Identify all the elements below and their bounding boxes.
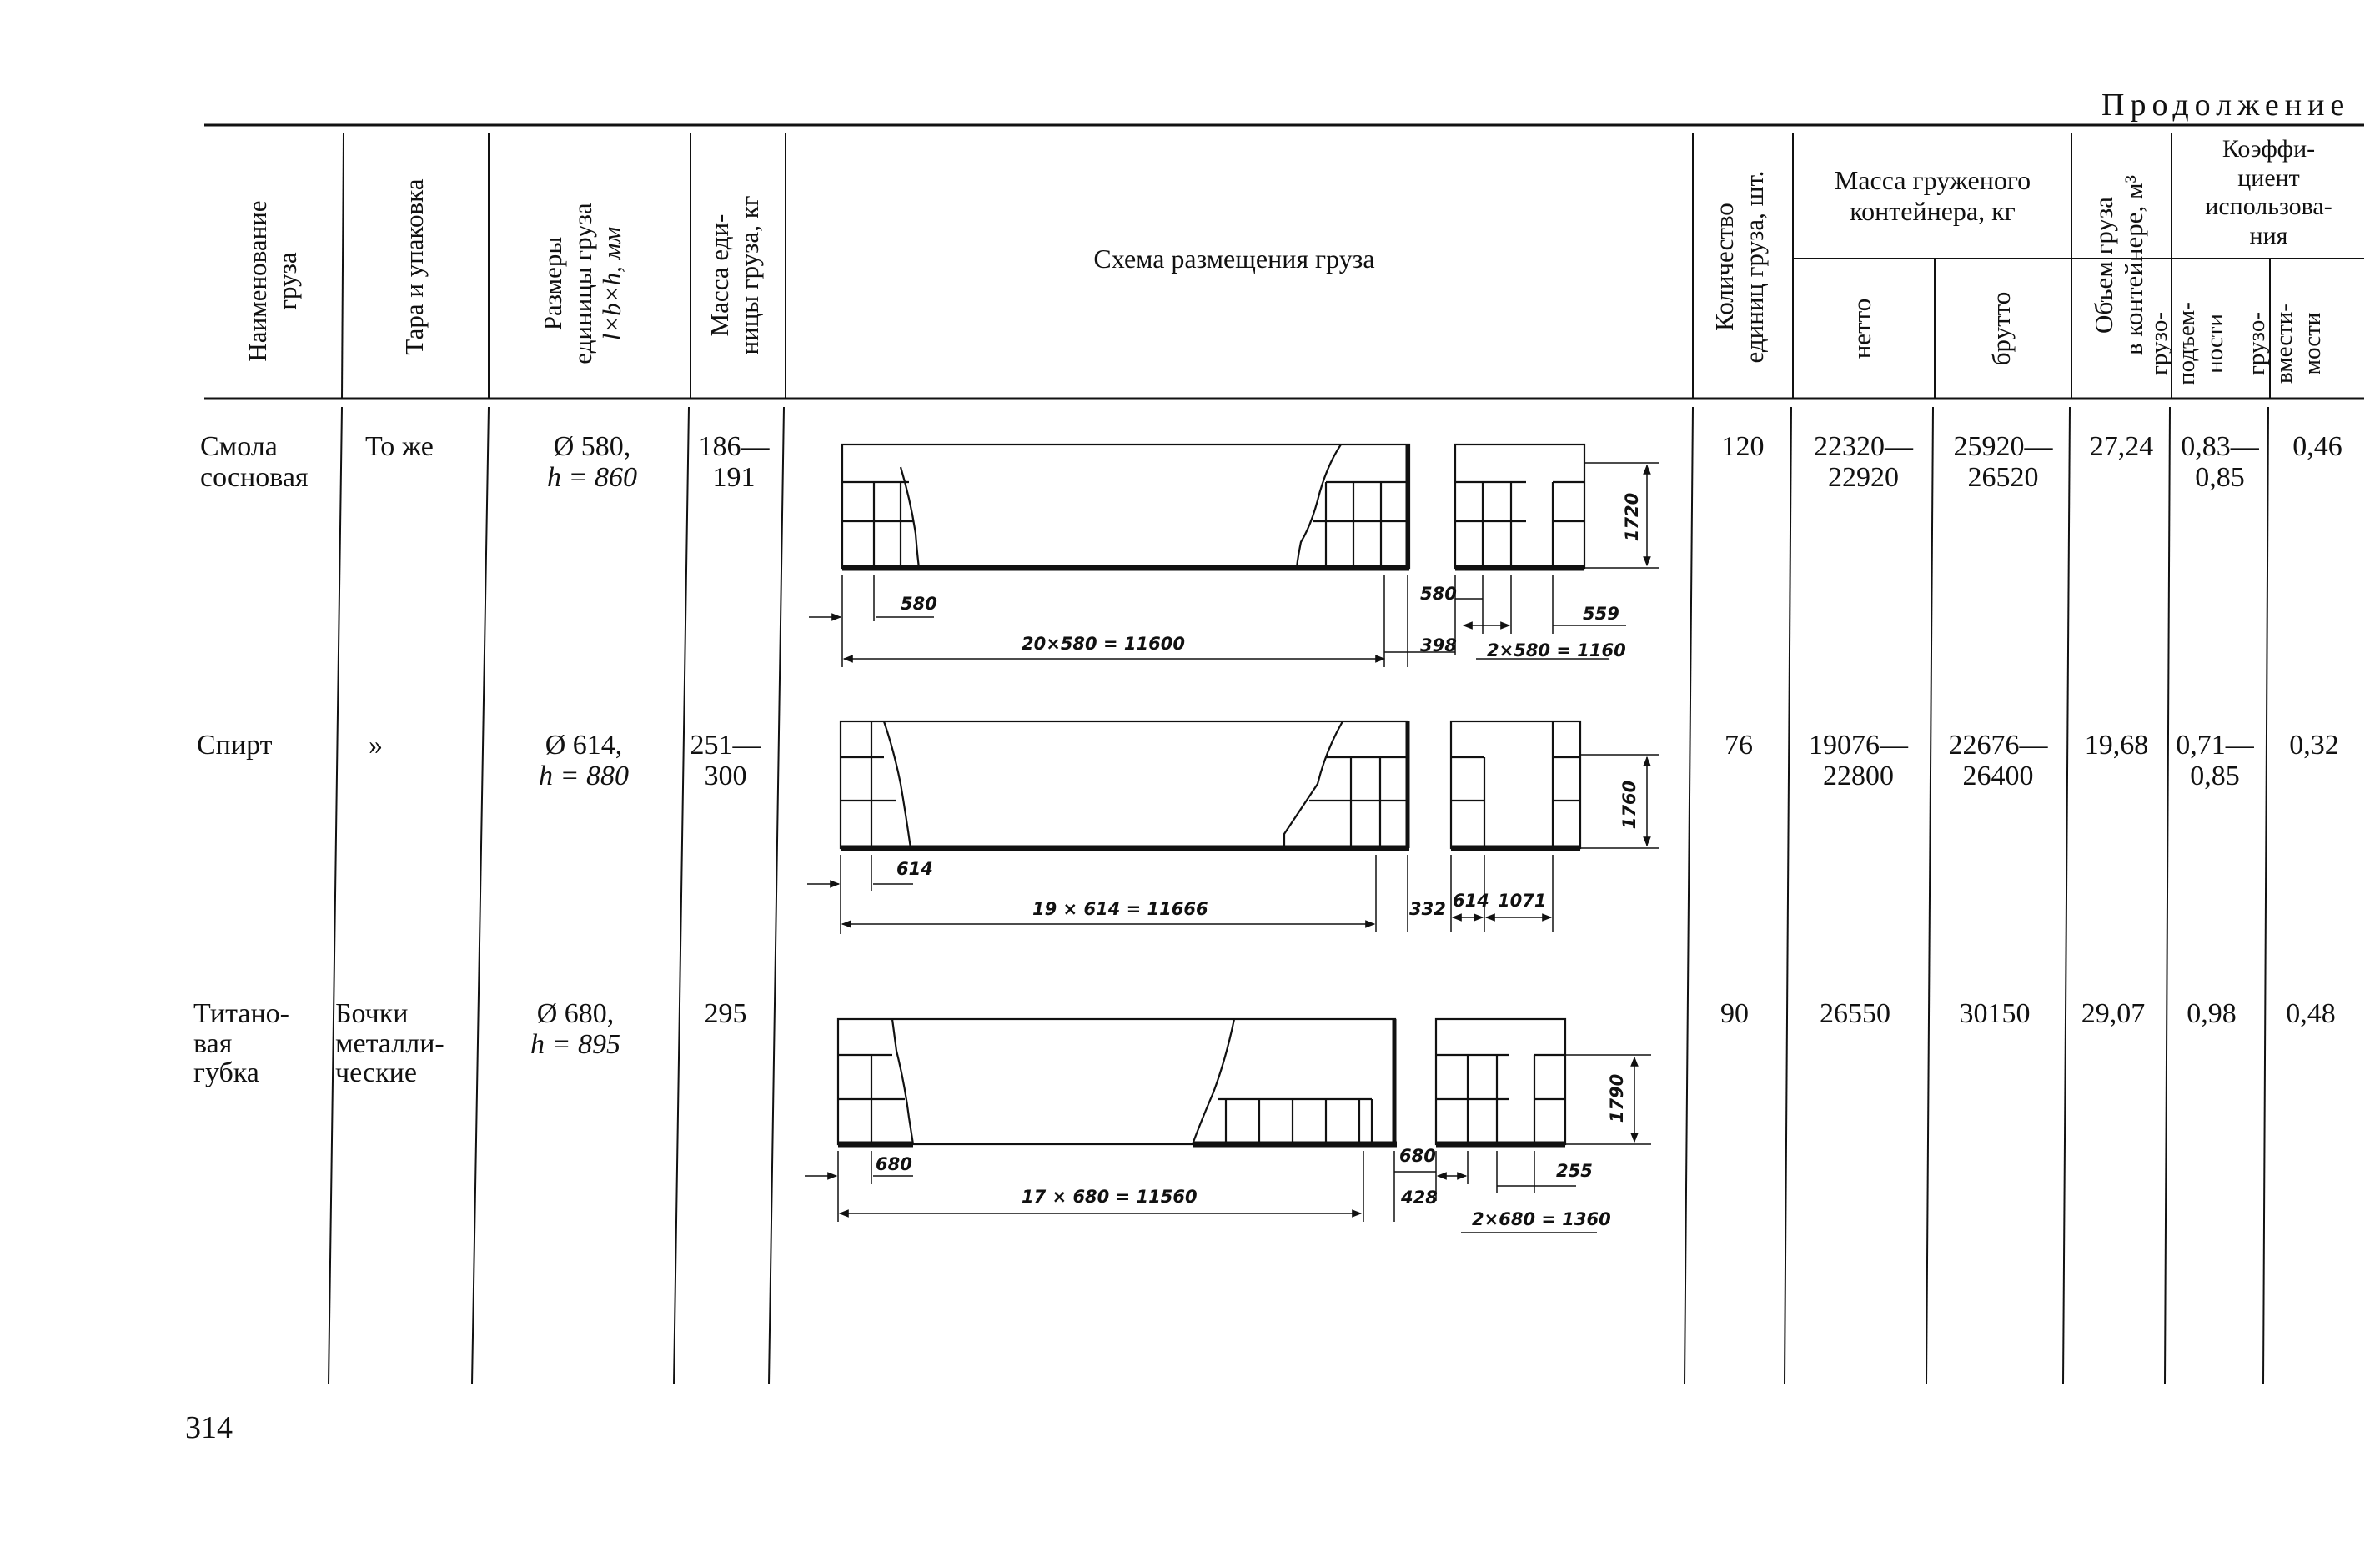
row1-name: Смола сосновая (200, 431, 309, 493)
row3-net: 26550 (1820, 998, 1890, 1029)
scheme-3 (805, 1019, 1651, 1233)
s3-side-unit-label: 680 (1399, 1146, 1436, 1166)
row1-packaging: То же (365, 431, 434, 462)
header-dimensions: Размеры единицы груза l×b×h, мм (538, 203, 627, 364)
row1-net: 22320— 22920 (1814, 431, 1913, 493)
s2-total-label: 19 × 614 = 11666 (1032, 899, 1208, 919)
header-gross: брутто (1986, 291, 2016, 366)
s3-side-total-label: 2×680 = 1360 (1472, 1209, 1611, 1229)
header-unit-mass: Масса еди- ницы груза, кг (705, 195, 764, 355)
s3-side-gap-label: 255 (1556, 1161, 1593, 1181)
row1-quantity: 120 (1721, 431, 1765, 462)
row2-gross: 22676— 26400 (1948, 730, 2048, 791)
s3-unit-label: 680 (876, 1154, 912, 1174)
row3-volume: 29,07 (2081, 998, 2146, 1029)
row1-dimensions: Ø 580, h = 860 (547, 431, 637, 493)
row3-lift: 0,98 (2187, 998, 2237, 1029)
s1-height-label: 1720 (1622, 492, 1643, 542)
header-name: Наименование груза (243, 200, 302, 362)
row3-quantity: 90 (1720, 998, 1749, 1029)
header-volume: Объем груза в контейнере, м³ (2089, 175, 2148, 355)
header-coefficient: Коэффи- циент использова- ния (2205, 135, 2332, 249)
header-scheme: Схема размещения груза (1093, 244, 1375, 274)
header-lift-capacity: грузо- подъем- ности (2146, 302, 2228, 385)
row1-gross: 25920— 26520 (1953, 431, 2053, 493)
s1-side-gap-label: 559 (1583, 604, 1619, 624)
row3-unit-mass: 295 (704, 998, 747, 1029)
row3-name: Титано- вая губка (193, 998, 289, 1089)
row2-volume: 19,68 (2084, 730, 2149, 761)
row2-lift: 0,71— 0,85 (2176, 730, 2254, 791)
s2-unit-label: 614 (896, 859, 933, 879)
s2-side-gap-label: 1071 (1498, 891, 1547, 911)
row3-capacity: 0,48 (2286, 998, 2336, 1029)
s2-side-unit-label: 614 (1453, 891, 1489, 911)
s3-total-label: 17 × 680 = 11560 (1022, 1187, 1198, 1207)
header-container-mass: Масса груженого контейнера, кг (1834, 165, 2031, 226)
row1-unit-mass: 186— 191 (698, 431, 770, 493)
s1-unit-label: 580 (901, 594, 937, 614)
row1-lift: 0,83— 0,85 (2181, 431, 2259, 493)
s2-height-label: 1760 (1619, 780, 1640, 830)
row2-unit-mass: 251— 300 (690, 730, 761, 791)
row2-dimensions: Ø 614, h = 880 (539, 730, 629, 791)
row3-packaging: Бочки металли- ческие (335, 998, 444, 1089)
s3-end-gap-label: 428 (1401, 1188, 1438, 1208)
header-net: нетто (1847, 298, 1876, 359)
s1-side-unit-label: 580 (1420, 584, 1457, 604)
s1-end-gap-label: 398 (1420, 635, 1457, 655)
continuation-label: Продолжение (2101, 88, 2351, 123)
row3-dimensions: Ø 680, h = 895 (530, 998, 620, 1060)
s2-end-gap-label: 332 (1409, 899, 1446, 919)
row2-quantity: 76 (1725, 730, 1753, 761)
row3-gross: 30150 (1959, 998, 2031, 1029)
s1-total-label: 20×580 = 11600 (1022, 634, 1185, 654)
row2-net: 19076— 22800 (1809, 730, 1908, 791)
s3-height-label: 1790 (1607, 1073, 1628, 1123)
row2-packaging: » (369, 730, 383, 761)
row1-volume: 27,24 (2089, 431, 2154, 462)
header-quantity: Количество единиц груза, шт. (1710, 170, 1769, 364)
header-packaging: Тара и упаковка (399, 178, 429, 355)
header-volume-capacity: грузо- вмести- мости (2243, 304, 2326, 384)
row1-capacity: 0,46 (2292, 431, 2342, 462)
scheme-1 (809, 444, 1659, 667)
row2-name: Спирт (197, 730, 273, 761)
row2-capacity: 0,32 (2289, 730, 2339, 761)
s1-side-total-label: 2×580 = 1160 (1487, 640, 1626, 660)
page-number: 314 (185, 1410, 233, 1445)
